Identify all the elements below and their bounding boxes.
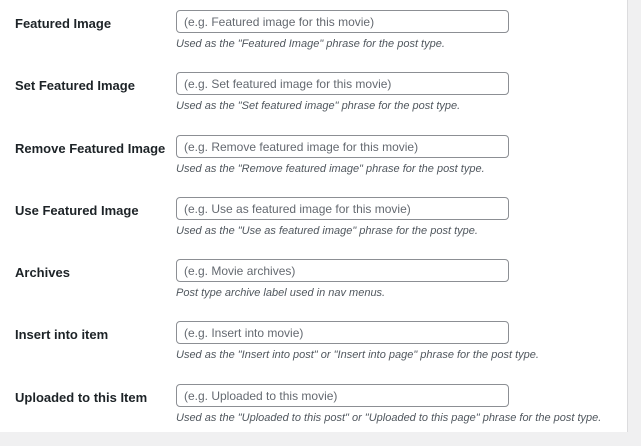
use-featured-image-row [0, 197, 628, 259]
uploaded-to-this-item-label: Uploaded to this Item [15, 390, 148, 405]
uploaded-to-this-item-row [0, 384, 628, 446]
archives-row [0, 259, 628, 321]
remove-featured-image-label: Remove Featured Image [15, 141, 166, 156]
remove-featured-image-input[interactable] [176, 135, 509, 158]
remove-featured-image-row [0, 135, 628, 197]
featured-image-input[interactable] [176, 10, 509, 33]
insert-into-item-input[interactable] [176, 321, 509, 344]
archives-label: Archives [15, 265, 70, 280]
set-featured-image-label: Set Featured Image [15, 78, 135, 93]
use-featured-image-description: Used as the "Use as featured image" phrase for the post type. [176, 225, 478, 237]
featured-image-row [0, 10, 628, 72]
insert-into-item-row [0, 321, 628, 383]
set-featured-image-input[interactable] [176, 72, 509, 95]
uploaded-to-this-item-input[interactable] [176, 384, 509, 407]
remove-featured-image-description: Used as the "Remove featured image" phrase for the post type. [176, 163, 485, 175]
archives-description: Post type archive label used in nav menus. [176, 287, 386, 299]
use-featured-image-label: Use Featured Image [15, 203, 139, 218]
use-featured-image-input[interactable] [176, 197, 509, 220]
featured-image-label: Featured Image [15, 16, 112, 31]
set-featured-image-description: Used as the "Set featured image" phrase for the post type. [176, 100, 461, 112]
insert-into-item-label: Insert into item [15, 327, 109, 342]
archives-input[interactable] [176, 259, 509, 282]
page-scrollbar[interactable] [628, 0, 641, 432]
featured-image-description: Used as the "Featured Image" phrase for the post type. [176, 38, 445, 50]
uploaded-to-this-item-description: Used as the "Uploaded to this post" or "Uploaded to this page" phrase for the post type. [176, 412, 602, 424]
set-featured-image-row [0, 72, 628, 134]
insert-into-item-description: Used as the "Insert into post" or "Insert into page" phrase for the post type. [176, 349, 539, 361]
